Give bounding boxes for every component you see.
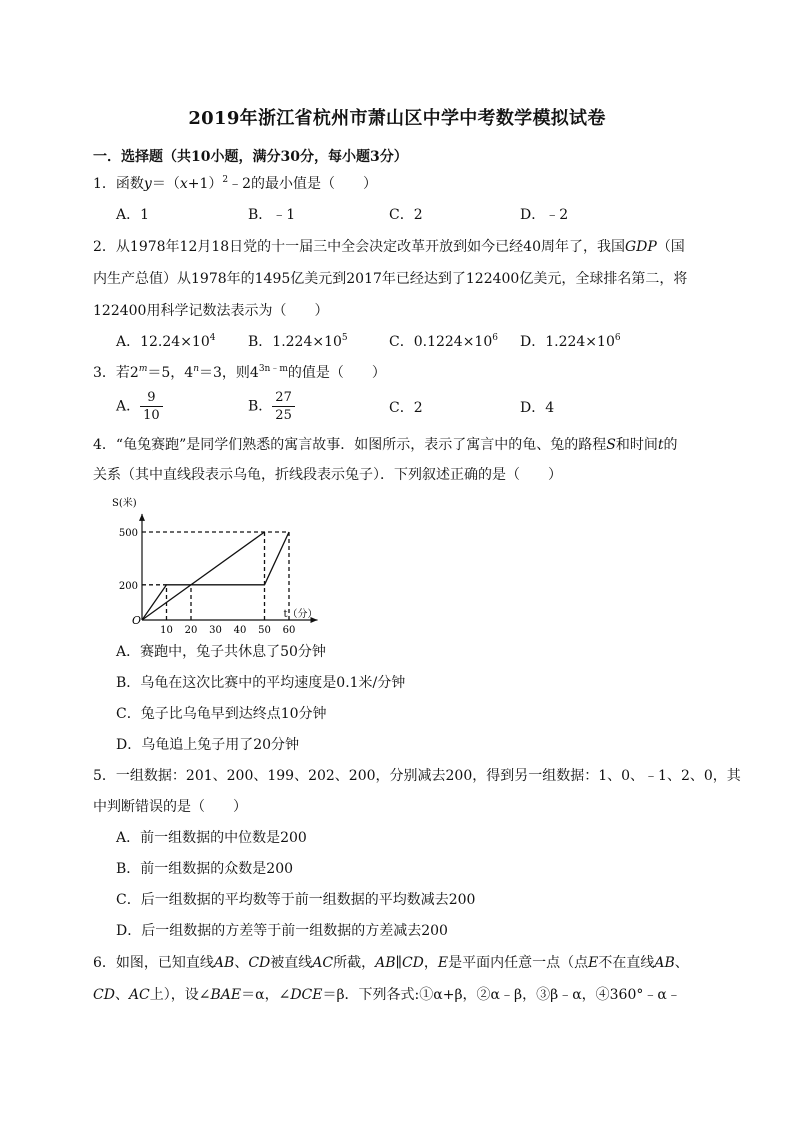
question-2-stem-line1: 2．从1978年12月18日党的十一届三中全会决定改革开放到如今已经40周年了，我国GDP（国 (93, 239, 685, 255)
x-axis-label: t（分） (283, 609, 318, 620)
x-tick-label: 20 (184, 625, 198, 636)
question-4-stem-line2: 关系（其中直线段表示乌龟，折线段表示兔子）．下列叙述正确的是（ ） (93, 467, 562, 483)
y-axis-arrow (139, 514, 145, 521)
question-3-option-c: C．2 (389, 400, 423, 416)
question-6-stem-line1: 6．如图，已知直线AB、CD被直线AC所截，AB∥CD，E是平面内任意一点（点E不在直线AB、 (93, 955, 689, 971)
question-2-stem-line2: 内生产总值）从1978年的1495亿美元到2017年已经达到了122400亿美元，全球排名第二，将 (93, 271, 688, 287)
question-2-option-d: D．$1.224\times 10^6$ (520, 333, 621, 350)
fraction: $\frac{27}{25}$ (272, 390, 295, 423)
series-line-broken (142, 532, 289, 620)
question-5-stem-line1: 5．一组数据：201、200、199、202、200，分别减去200，得到另一组数据：1、0、﹣1、2、0，其 (93, 768, 741, 784)
question-5-option-a: A．前一组数据的中位数是200 (116, 830, 307, 846)
series-line-straight (142, 532, 265, 620)
section-heading: 一．选择题（共10小题，满分30分，每小题3分） (93, 149, 408, 165)
question-4-option-a: A．赛跑中，兔子共休息了50分钟 (116, 644, 326, 660)
question-3-option-d: D．4 (520, 400, 555, 416)
x-tick-label: 60 (282, 625, 296, 636)
question-4-option-c: C．兔子比乌龟早到达终点10分钟 (116, 706, 327, 722)
question-5-option-b: B．前一组数据的众数是200 (116, 861, 294, 877)
question-2-option-c: C．$0.1224\times 10^6$ (389, 333, 498, 350)
race-chart (110, 494, 346, 636)
question-5-option-d: D．后一组数据的方差等于前一组数据的方差减去200 (116, 923, 448, 939)
question-2-option-b: B．$1.224\times 10^5$ (248, 333, 348, 350)
question-3-option-a: A． $\frac{9}{10}$ (116, 390, 163, 423)
question-4-option-d: D．乌龟追上兔子用了20分钟 (116, 737, 300, 753)
question-4-stem-line1: 4．“龟兔赛跑”是同学们熟悉的寓言故事．如图所示，表示了寓言中的龟、兔的路程S和时间t的 (93, 437, 678, 453)
fraction: $\frac{9}{10}$ (140, 390, 163, 423)
question-2-stem-line3: 122400用科学记数法表示为（ ） (93, 303, 329, 319)
question-1-option-c: C．2 (389, 207, 423, 223)
question-5-stem-line2: 中判断错误的是（ ） (93, 799, 247, 815)
question-1-option-b: B．﹣1 (248, 207, 296, 223)
question-6-stem-line2: CD、AC上），设∠BAE＝α，∠DCE＝β．下列各式:①α+β，②α﹣β，③β﹣α，④360°﹣α﹣ (93, 987, 681, 1003)
x-tick-label: 40 (233, 625, 247, 636)
origin-label: O (132, 614, 142, 627)
question-1-stem: 1．函数$y=(x+1)^2﹣2$的最小值是（ ） (93, 175, 378, 192)
y-axis-label: S(米) (112, 498, 137, 509)
x-tick-label: 30 (209, 625, 222, 636)
page-title: 2019年浙江省杭州市萧山区中学中考数学模拟试卷 (188, 108, 606, 129)
question-4-option-b: B．乌龟在这次比赛中的平均速度是0.1米/分钟 (116, 675, 406, 691)
question-1-option-d: D．﹣2 (520, 207, 569, 223)
y-tick-label: 200 (118, 580, 138, 592)
x-tick-label: 50 (258, 625, 271, 636)
y-tick-label: 500 (118, 528, 138, 539)
question-1-option-a: A．1 (116, 207, 150, 223)
question-5-option-c: C．后一组数据的平均数等于前一组数据的平均数减去200 (116, 892, 476, 908)
question-3-stem: 3．若$2^m=5$，$4^n=3$，则$4^{3n﹣m}$的值是（ ） (93, 364, 386, 381)
question-2-option-a: A．$12.24\times 10^4$ (116, 333, 216, 350)
x-tick-label: 10 (160, 625, 173, 636)
question-3-option-b: B． $\frac{27}{25}$ (248, 390, 295, 423)
